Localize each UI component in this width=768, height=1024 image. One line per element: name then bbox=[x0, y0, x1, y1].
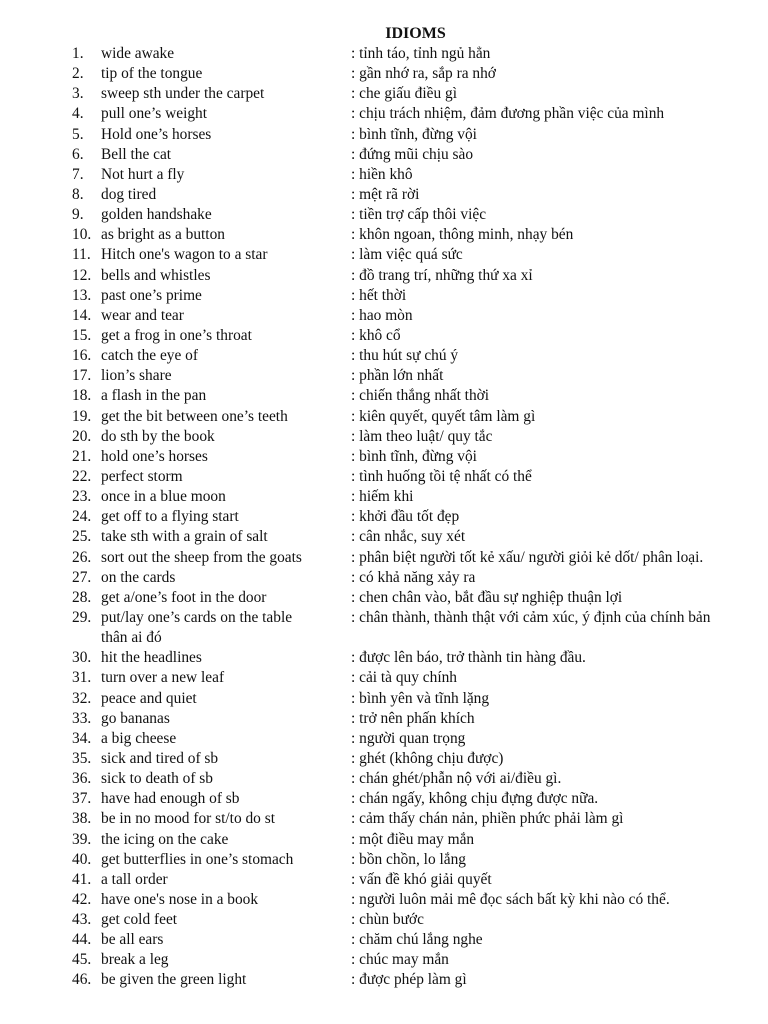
idiom-meaning: : thu hút sự chú ý bbox=[351, 347, 459, 365]
idiom-meaning: : cảm thấy chán nản, phiền phức phải làm gì bbox=[351, 810, 624, 828]
item-number: 44. bbox=[72, 931, 92, 949]
idiom-meaning: : chân thành, thành thật với cảm xúc, ý định của chính bản bbox=[351, 608, 711, 626]
idiom-english bbox=[101, 507, 239, 527]
item-number: 13. bbox=[72, 286, 92, 304]
idiom-english-line: be in no mood for st/to do st bbox=[101, 810, 275, 828]
list-item bbox=[0, 870, 768, 890]
item-number: 16. bbox=[72, 347, 92, 365]
item-number: 12. bbox=[72, 266, 92, 284]
idiom-english-line: get cold feet bbox=[101, 911, 178, 929]
idiom-english bbox=[101, 286, 202, 306]
idiom-meaning: : khôn ngoan, thông minh, nhạy bén bbox=[351, 226, 574, 244]
list-item bbox=[0, 225, 768, 245]
idiom-meaning: : khô cổ bbox=[351, 326, 401, 344]
list-item bbox=[0, 548, 768, 568]
idiom-meaning: : kiên quyết, quyết tâm làm gì bbox=[351, 407, 536, 425]
list-item bbox=[0, 326, 768, 346]
idiom-english-line: catch the eye of bbox=[101, 347, 198, 365]
idiom-english bbox=[101, 668, 224, 688]
idiom-meaning: : chiến thắng nhất thời bbox=[351, 387, 490, 405]
idiom-english-line: tip of the tongue bbox=[101, 65, 203, 83]
idiom-english-line: dog tired bbox=[101, 185, 157, 203]
idiom-english-line: past one’s prime bbox=[101, 286, 202, 304]
idiom-english-line: have one's nose in a book bbox=[101, 890, 259, 908]
idiom-english-line: Bell the cat bbox=[101, 145, 172, 163]
idiom-english-continuation: thân ai đó bbox=[101, 629, 162, 647]
idiom-english-line: turn over a new leaf bbox=[101, 669, 225, 687]
idiom-meaning: : mệt rã rời bbox=[351, 185, 420, 203]
idiom-english bbox=[101, 326, 252, 346]
idiom-meaning: : một điều may mắn bbox=[351, 830, 475, 848]
list-item bbox=[0, 527, 768, 547]
item-number: 29. bbox=[72, 608, 92, 626]
idiom-meaning: : phân biệt người tốt kẻ xấu/ người giỏi kẻ dốt/ phân loại. bbox=[351, 548, 704, 566]
idiom-english-line: pull one’s weight bbox=[101, 105, 208, 123]
idiom-english bbox=[101, 467, 183, 487]
idiom-english-line: perfect storm bbox=[101, 467, 183, 485]
idiom-english bbox=[101, 44, 174, 64]
idiom-meaning: : chúc may mắn bbox=[351, 951, 449, 969]
idiom-english-line: on the cards bbox=[101, 568, 176, 586]
idiom-english bbox=[101, 366, 172, 386]
list-item bbox=[0, 366, 768, 386]
item-number: 46. bbox=[72, 971, 92, 989]
list-item bbox=[0, 689, 768, 709]
idiom-meaning: : cải tà quy chính bbox=[351, 669, 457, 687]
idiom-english bbox=[101, 125, 211, 145]
idiom-meaning: : ghét (không chịu được) bbox=[351, 749, 504, 767]
list-item bbox=[0, 830, 768, 850]
idiom-english bbox=[101, 245, 267, 265]
item-number: 39. bbox=[72, 830, 92, 848]
idiom-english-line: a big cheese bbox=[101, 729, 177, 747]
item-number: 41. bbox=[72, 870, 92, 888]
idiom-english bbox=[101, 427, 215, 447]
item-number: 3. bbox=[72, 85, 84, 103]
idiom-english-line: Hold one’s horses bbox=[101, 125, 212, 143]
item-number: 37. bbox=[72, 790, 92, 808]
item-number: 34. bbox=[72, 729, 92, 747]
item-number: 43. bbox=[72, 911, 92, 929]
list-item bbox=[0, 286, 768, 306]
idiom-english bbox=[101, 266, 210, 286]
list-item bbox=[0, 44, 768, 64]
idiom-meaning: : bồn chồn, lo lắng bbox=[351, 850, 466, 868]
idiom-meaning: : khởi đầu tốt đẹp bbox=[351, 508, 460, 526]
idiom-meaning: : chịu trách nhiệm, đảm đương phần việc của mình bbox=[351, 105, 665, 123]
item-number: 10. bbox=[72, 226, 92, 244]
list-item bbox=[0, 608, 768, 648]
idiom-english bbox=[101, 447, 208, 467]
idiom-english bbox=[101, 930, 163, 950]
idiom-meaning: : người luôn mải mê đọc sách bất kỳ khi nào có thể. bbox=[351, 890, 670, 908]
idiom-meaning: : có khả năng xảy ra bbox=[351, 568, 476, 586]
idiom-meaning: : tình huống tồi tệ nhất có thể bbox=[351, 467, 532, 485]
list-item bbox=[0, 64, 768, 84]
idiom-english bbox=[101, 185, 156, 205]
idiom-english bbox=[101, 870, 168, 890]
list-item bbox=[0, 709, 768, 729]
idiom-english-line: a flash in the pan bbox=[101, 387, 207, 405]
idiom-english-line: get a/one’s foot in the door bbox=[101, 588, 267, 606]
item-number: 36. bbox=[72, 770, 92, 788]
idiom-meaning: : hao mòn bbox=[351, 306, 413, 324]
idiom-meaning: : hiếm khi bbox=[351, 488, 414, 506]
item-number: 14. bbox=[72, 306, 92, 324]
list-item bbox=[0, 588, 768, 608]
item-number: 4. bbox=[72, 105, 84, 123]
list-item bbox=[0, 890, 768, 910]
list-item bbox=[0, 930, 768, 950]
idiom-meaning: : hết thời bbox=[351, 286, 407, 304]
idiom-english bbox=[101, 809, 275, 829]
idiom-english-line: peace and quiet bbox=[101, 689, 197, 707]
idiom-english-line: hold one’s horses bbox=[101, 447, 208, 465]
item-number: 27. bbox=[72, 568, 92, 586]
idiom-meaning: : làm việc quá sức bbox=[351, 246, 463, 264]
list-item bbox=[0, 386, 768, 406]
item-number: 15. bbox=[72, 326, 92, 344]
item-number: 5. bbox=[72, 125, 84, 143]
idiom-meaning: : hiền khô bbox=[351, 165, 413, 183]
item-number: 2. bbox=[72, 65, 84, 83]
list-item bbox=[0, 950, 768, 970]
item-number: 6. bbox=[72, 145, 84, 163]
idiom-meaning: : làm theo luật/ quy tắc bbox=[351, 427, 493, 445]
idiom-english-line: get a frog in one’s throat bbox=[101, 326, 252, 344]
list-item bbox=[0, 427, 768, 447]
list-item bbox=[0, 185, 768, 205]
list-item bbox=[0, 568, 768, 588]
list-item bbox=[0, 145, 768, 165]
idiom-meaning: : gần nhớ ra, sắp ra nhớ bbox=[351, 65, 496, 83]
idiom-english-line: bells and whistles bbox=[101, 266, 211, 284]
item-number: 30. bbox=[72, 649, 92, 667]
idiom-english bbox=[101, 225, 225, 245]
idiom-meaning: : được lên báo, trở thành tin hàng đầu. bbox=[351, 649, 586, 667]
idiom-english-line: do sth by the book bbox=[101, 427, 215, 445]
list-item bbox=[0, 487, 768, 507]
idiom-english bbox=[101, 205, 212, 225]
idiom-english-line: lion’s share bbox=[101, 367, 172, 385]
item-number: 17. bbox=[72, 367, 92, 385]
page-title: IDIOMS bbox=[385, 25, 446, 42]
idiom-english-line: sort out the sheep from the goats bbox=[101, 548, 302, 566]
idiom-english-line: be given the green light bbox=[101, 971, 247, 989]
idiom-english bbox=[101, 548, 302, 568]
idiom-english-line: once in a blue moon bbox=[101, 488, 226, 506]
list-item bbox=[0, 789, 768, 809]
idiom-english-line: as bright as a button bbox=[101, 226, 225, 244]
item-number: 7. bbox=[72, 165, 84, 183]
idiom-english bbox=[101, 830, 228, 850]
item-number: 28. bbox=[72, 588, 92, 606]
list-item bbox=[0, 165, 768, 185]
idiom-english-line: sick and tired of sb bbox=[101, 749, 219, 767]
idiom-list bbox=[0, 44, 768, 991]
idiom-meaning: : vấn đề khó giải quyết bbox=[351, 870, 492, 888]
list-item bbox=[0, 125, 768, 145]
list-item bbox=[0, 407, 768, 427]
item-number: 42. bbox=[72, 890, 92, 908]
idiom-meaning: : chán ghét/phẫn nộ với ai/điều gì. bbox=[351, 770, 562, 788]
item-number: 25. bbox=[72, 528, 92, 546]
idiom-english bbox=[101, 346, 198, 366]
item-number: 33. bbox=[72, 709, 92, 727]
idiom-meaning: : bình tĩnh, đừng vội bbox=[351, 447, 477, 465]
idiom-english bbox=[101, 749, 218, 769]
idiom-english bbox=[101, 165, 184, 185]
idiom-english bbox=[101, 709, 170, 729]
list-item bbox=[0, 809, 768, 829]
idiom-english-line: get butterflies in one’s stomach bbox=[101, 850, 294, 868]
idiom-meaning: : đứng mũi chịu sào bbox=[351, 145, 474, 163]
idiom-english-line: wear and tear bbox=[101, 306, 184, 324]
list-item bbox=[0, 749, 768, 769]
idiom-meaning: : được phép làm gì bbox=[351, 971, 467, 989]
item-number: 31. bbox=[72, 669, 92, 687]
list-item bbox=[0, 205, 768, 225]
idiom-english bbox=[101, 84, 264, 104]
item-number: 24. bbox=[72, 508, 92, 526]
idiom-english bbox=[101, 527, 268, 547]
list-item bbox=[0, 910, 768, 930]
idiom-english bbox=[101, 850, 293, 870]
item-number: 9. bbox=[72, 206, 84, 224]
idiom-english bbox=[101, 306, 184, 326]
list-item bbox=[0, 769, 768, 789]
idiom-english bbox=[101, 789, 239, 809]
idiom-english-line: go bananas bbox=[101, 709, 170, 727]
list-item bbox=[0, 266, 768, 286]
list-item bbox=[0, 346, 768, 366]
list-item bbox=[0, 970, 768, 990]
item-number: 11. bbox=[72, 246, 91, 264]
item-number: 23. bbox=[72, 488, 92, 506]
idiom-meaning: : chán ngấy, không chịu đựng được nữa. bbox=[351, 790, 599, 808]
item-number: 8. bbox=[72, 185, 84, 203]
item-number: 35. bbox=[72, 749, 92, 767]
idiom-meaning: : bình tĩnh, đừng vội bbox=[351, 125, 477, 143]
list-item bbox=[0, 447, 768, 467]
list-item bbox=[0, 648, 768, 668]
idiom-meaning: : phần lớn nhất bbox=[351, 367, 444, 385]
list-item bbox=[0, 84, 768, 104]
item-number: 45. bbox=[72, 951, 92, 969]
idiom-english bbox=[101, 769, 213, 789]
item-number: 19. bbox=[72, 407, 92, 425]
idiom-english-line: break a leg bbox=[101, 951, 169, 969]
idiom-english bbox=[101, 407, 288, 427]
idiom-english-line: sweep sth under the carpet bbox=[101, 85, 265, 103]
idiom-english bbox=[101, 689, 197, 709]
idiom-english bbox=[101, 487, 226, 507]
idiom-english-line: the icing on the cake bbox=[101, 830, 229, 848]
list-item bbox=[0, 467, 768, 487]
list-item bbox=[0, 668, 768, 688]
item-number: 32. bbox=[72, 689, 92, 707]
idiom-english-line: get the bit between one’s teeth bbox=[101, 407, 288, 425]
idiom-meaning: : người quan trọng bbox=[351, 729, 466, 747]
idiom-english-line: a tall order bbox=[101, 870, 168, 888]
idiom-english-line: have had enough of sb bbox=[101, 790, 240, 808]
idiom-english-line: hit the headlines bbox=[101, 649, 202, 667]
idiom-english bbox=[101, 729, 176, 749]
idiom-meaning: : chen chân vào, bắt đầu sự nghiệp thuận lợi bbox=[351, 588, 623, 606]
item-number: 22. bbox=[72, 467, 92, 485]
list-item bbox=[0, 245, 768, 265]
idiom-english bbox=[101, 890, 258, 910]
idiom-english bbox=[101, 588, 266, 608]
idiom-english-line: sick to death of sb bbox=[101, 770, 213, 788]
idiom-meaning: : chùn bước bbox=[351, 911, 424, 929]
item-number: 20. bbox=[72, 427, 92, 445]
idiom-english-line: Hitch one's wagon to a star bbox=[101, 246, 268, 264]
idiom-english bbox=[101, 386, 206, 406]
list-item bbox=[0, 306, 768, 326]
idiom-english-line: Not hurt a fly bbox=[101, 165, 185, 183]
idiom-meaning: : chăm chú lắng nghe bbox=[351, 931, 483, 949]
idiom-english bbox=[101, 950, 169, 970]
list-item bbox=[0, 850, 768, 870]
list-item bbox=[0, 729, 768, 749]
list-item bbox=[0, 507, 768, 527]
idiom-meaning: : bình yên và tĩnh lặng bbox=[351, 689, 490, 707]
item-number: 18. bbox=[72, 387, 92, 405]
idiom-english bbox=[101, 970, 246, 990]
item-number: 38. bbox=[72, 810, 92, 828]
idiom-english-line: wide awake bbox=[101, 45, 175, 62]
idiom-english-line: put/lay one’s cards on the table bbox=[101, 608, 293, 626]
idiom-english bbox=[101, 608, 292, 648]
list-item bbox=[0, 104, 768, 124]
item-number: 40. bbox=[72, 850, 92, 868]
idiom-english bbox=[101, 568, 175, 588]
idiom-english bbox=[101, 648, 202, 668]
idiom-english-line: be all ears bbox=[101, 931, 164, 949]
idiom-english bbox=[101, 104, 207, 124]
item-number: 26. bbox=[72, 548, 92, 566]
item-number: 1. bbox=[72, 45, 84, 62]
idiom-meaning: : tiền trợ cấp thôi việc bbox=[351, 206, 487, 224]
idiom-meaning: : tỉnh táo, tỉnh ngủ hẳn bbox=[351, 45, 491, 62]
idiom-english-line: get off to a flying start bbox=[101, 508, 239, 526]
idiom-meaning: : cân nhắc, suy xét bbox=[351, 528, 466, 546]
idiom-english bbox=[101, 145, 171, 165]
idiom-meaning: : trở nên phấn khích bbox=[351, 709, 475, 727]
idiom-meaning: : che giấu điều gì bbox=[351, 85, 457, 103]
idiom-english-line: golden handshake bbox=[101, 206, 212, 224]
idiom-meaning: : đồ trang trí, những thứ xa xỉ bbox=[351, 266, 533, 284]
item-number: 21. bbox=[72, 447, 92, 465]
idiom-english-line: take sth with a grain of salt bbox=[101, 528, 268, 546]
idiom-english bbox=[101, 64, 202, 84]
idiom-english bbox=[101, 910, 177, 930]
